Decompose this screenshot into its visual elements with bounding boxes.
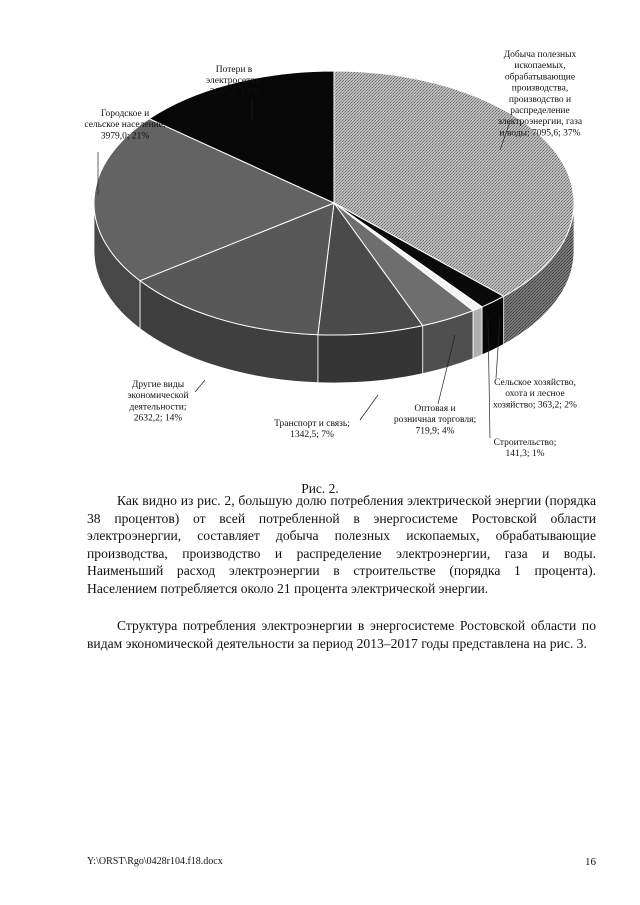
slice-label-line: обрабатывающие <box>504 72 576 83</box>
slice-label-5 <box>127 380 188 424</box>
slice-label-4 <box>274 419 350 440</box>
paragraph-text: Структура потребления электроэнергии в энергосистеме Ростовской области по видам экономической деятельности за период 2013–2017 годы представлена на рис. 3. <box>87 618 596 651</box>
slice-label-line: 141,3; 1% <box>505 449 545 460</box>
slice-label-line: розничная торговля; <box>393 415 477 426</box>
slice-label-line: ископаемых, <box>514 61 566 72</box>
slice-label-line: Другие виды <box>131 380 185 390</box>
slice-label-2 <box>494 438 557 459</box>
slice-label-line: Строительство; <box>493 438 557 448</box>
slice-label-line: 3979,0; 21% <box>100 131 150 142</box>
footer-file-path: Y:\ORST\Rgo\0428r104.f18.docx <box>87 856 223 867</box>
slice-label-0 <box>498 49 583 138</box>
slice-label-1 <box>493 377 577 410</box>
pie-top-slices <box>94 71 574 335</box>
body-paragraph-2 <box>87 617 596 652</box>
slice-label-line: 2632,2; 14% <box>133 413 183 424</box>
leader-line-4 <box>360 395 378 420</box>
slice-label-line: 2645,9; 14% <box>209 87 259 98</box>
slice-label-line: 1342,5; 7% <box>290 430 334 441</box>
slice-label-3 <box>394 404 476 436</box>
slice-label-7 <box>206 65 262 97</box>
slice-label-line: Потери в <box>215 65 253 75</box>
slice-label-line: деятельности; <box>129 402 187 413</box>
slice-label-line: и воды; 7095,6; 37% <box>499 128 581 139</box>
slice-label-line: распределение <box>510 106 570 116</box>
slice-label-line: производство и <box>508 94 572 105</box>
footer-page-number: 16 <box>585 856 596 868</box>
paragraph-text: Как видно из рис. 2, большую долю потребления электрической энергии (порядка 38 процентов) от всей потребленной в энергосистеме Ростовской области электроэнергии, составляет добыча полезных ископаемых, обрабатывающие производства, производство и распределение электроэнергии, газа и воды. Наименьший расход электроэнергии в строительстве (порядка 1 процента). Населением потребляется около 21 процента электрической энергии. <box>87 493 596 596</box>
slice-label-line: электросетях; <box>206 76 262 87</box>
slice-label-line: сельское население; <box>84 120 166 131</box>
slice-label-line: Добыча полезных <box>503 50 577 60</box>
slice-label-line: хозяйство; 363,2; 2% <box>493 400 577 411</box>
leader-line-5 <box>195 380 205 392</box>
slice-label-line: Оптовая и <box>414 404 456 414</box>
slice-label-line: Городское и <box>100 109 150 119</box>
slice-label-line: экономической <box>127 391 189 402</box>
slice-label-line: охота и лесное <box>505 389 565 400</box>
slice-label-line: Сельское хозяйство, <box>494 378 576 388</box>
figure-caption: Рис. 2. <box>301 481 339 496</box>
slice-label-line: производства, <box>511 83 569 94</box>
slice-label-line: электроэнергии, газа <box>497 117 583 128</box>
slice-label-line: Транспорт и связь; <box>274 419 350 429</box>
slice-label-line: 719,9; 4% <box>415 426 455 437</box>
pie-side-2 <box>473 307 482 359</box>
body-paragraph-1 <box>87 492 596 598</box>
